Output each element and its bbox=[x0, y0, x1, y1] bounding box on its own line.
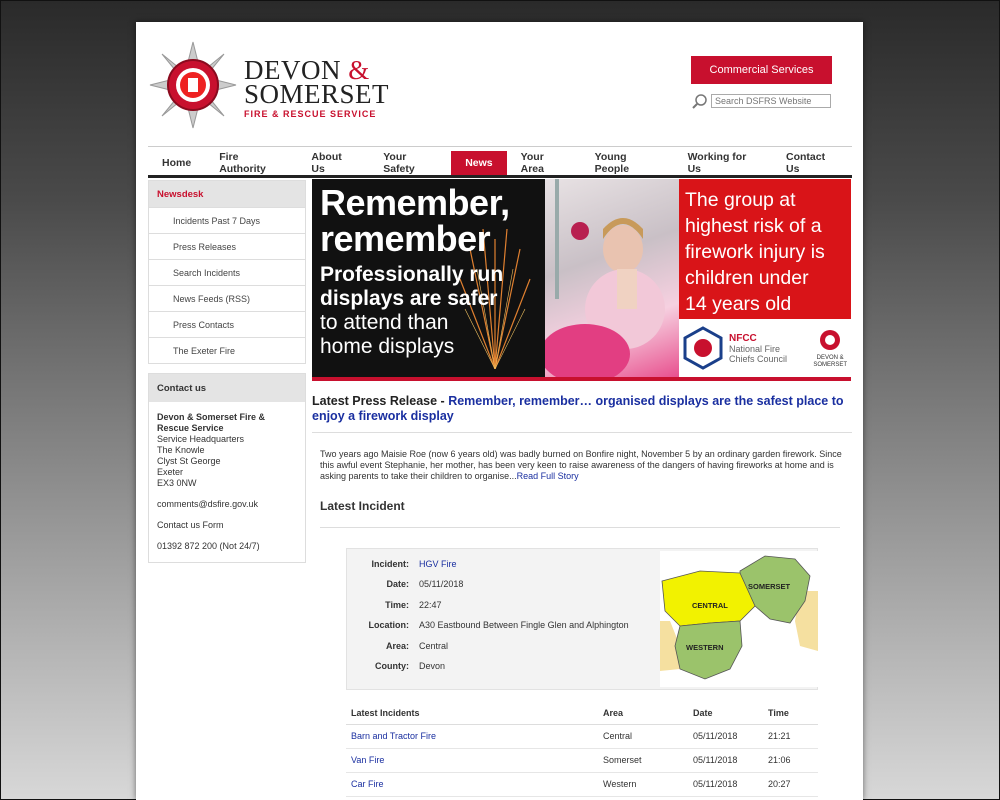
commercial-services-button[interactable]: Commercial Services bbox=[691, 56, 832, 84]
divider bbox=[312, 432, 852, 433]
contact-address-line: Service Headquarters bbox=[157, 434, 245, 444]
banner-subline-4: home displays bbox=[320, 335, 455, 358]
incident-time: 21:06 bbox=[768, 748, 818, 772]
contact-address-line: Exeter bbox=[157, 467, 184, 477]
nav-working-for-us[interactable]: Working for Us bbox=[687, 151, 747, 175]
nav-contact-us[interactable]: Contact Us bbox=[786, 151, 826, 175]
newsdesk-panel bbox=[148, 180, 306, 364]
sidebar-item-news-feeds[interactable]: News Feeds (RSS) bbox=[149, 285, 305, 311]
nav-home[interactable]: Home bbox=[162, 157, 192, 169]
injured-child-photo bbox=[545, 179, 679, 377]
contact-address-line: The Knowle bbox=[157, 445, 205, 455]
dsfrs-crest-icon[interactable] bbox=[148, 40, 238, 130]
search-icon[interactable] bbox=[691, 92, 709, 110]
press-release-title-link[interactable]: Remember, remember… organised displays are the safest place to enjoy a firework display bbox=[312, 394, 844, 423]
table-row bbox=[346, 724, 818, 748]
main-nav bbox=[148, 146, 852, 178]
banner-statistic: The group at highest risk of a firework injury is children under 14 years old bbox=[679, 179, 851, 319]
banner-right-panel bbox=[679, 179, 851, 377]
contact-address-line: Clyst St George bbox=[157, 456, 221, 466]
col-header-incident: Latest Incidents bbox=[346, 702, 603, 724]
col-header-time: Time bbox=[768, 702, 818, 724]
table-row bbox=[346, 772, 818, 796]
incident-date: 05/11/2018 bbox=[693, 748, 768, 772]
incident-county-row: County: Devon bbox=[375, 661, 446, 671]
incident-date-row: Date: 05/11/2018 bbox=[386, 579, 464, 589]
incident-link[interactable]: Car Fire bbox=[346, 772, 603, 796]
firework-safety-banner[interactable] bbox=[312, 179, 851, 381]
contact-address-line: EX3 0NW bbox=[157, 478, 197, 488]
nav-young-people[interactable]: Young People bbox=[594, 151, 630, 175]
incident-area: Central bbox=[603, 724, 693, 748]
contact-org: Devon & Somerset Fire & Rescue Service bbox=[157, 412, 266, 433]
area-map[interactable] bbox=[660, 551, 818, 687]
dsfrs-small-logo: DEVON & SOMERSET bbox=[813, 328, 847, 369]
sidebar-item-search-incidents[interactable]: Search Incidents bbox=[149, 259, 305, 285]
hospital-photo-icon bbox=[545, 179, 679, 377]
sidebar-item-press-releases[interactable]: Press Releases bbox=[149, 233, 305, 259]
contact-details bbox=[149, 402, 305, 562]
incident-location-row: Location: A30 Eastbound Between Fingle Glen and Alphington bbox=[368, 620, 629, 630]
sidebar-item-exeter-fire[interactable]: The Exeter Fire bbox=[149, 337, 305, 363]
table-row bbox=[346, 748, 818, 772]
web-page bbox=[136, 22, 863, 800]
divider bbox=[320, 527, 840, 528]
banner-headline-1: Remember, bbox=[320, 182, 510, 223]
banner-headline-2: remember bbox=[320, 218, 491, 259]
banner-subline-3: to attend than bbox=[320, 311, 449, 334]
latest-incident-panel bbox=[346, 548, 818, 690]
nfcc-logo: NFCC National Fire Chiefs Council bbox=[729, 332, 788, 364]
incident-area: Western bbox=[603, 772, 693, 796]
nfcc-crest-icon bbox=[683, 326, 723, 370]
brand-wordmark: DEVON & SOMERSET FIRE & RESCUE SERVICE bbox=[244, 55, 390, 119]
nav-your-safety[interactable]: Your Safety bbox=[383, 151, 415, 175]
contact-email-link[interactable]: comments@dsfire.gov.uk bbox=[157, 499, 259, 509]
banner-subline-1: Professionally run bbox=[320, 263, 504, 286]
incident-time: 21:21 bbox=[768, 724, 818, 748]
dsfrs-small-crest-icon bbox=[818, 328, 842, 352]
sidebar-item-press-contacts[interactable]: Press Contacts bbox=[149, 311, 305, 337]
banner-logos bbox=[679, 319, 851, 377]
incident-area: Somerset bbox=[603, 748, 693, 772]
col-header-date: Date bbox=[693, 702, 768, 724]
nav-about-us[interactable]: About Us bbox=[311, 151, 342, 175]
latest-incident-heading: Latest Incident bbox=[320, 499, 405, 513]
read-full-story-link[interactable]: Read Full Story bbox=[516, 471, 579, 481]
incident-date: 05/11/2018 bbox=[693, 772, 768, 796]
nav-your-area[interactable]: Your Area bbox=[520, 151, 544, 175]
map-label-somerset: SOMERSET bbox=[748, 582, 791, 591]
incident-type-link[interactable]: HGV Fire bbox=[419, 559, 457, 569]
contact-title: Contact us bbox=[149, 374, 305, 402]
incident-time-row: Time: 22:47 bbox=[385, 600, 442, 610]
banner-left-panel bbox=[312, 179, 545, 377]
incident-date: 05/11/2018 bbox=[693, 724, 768, 748]
press-release-summary: Two years ago Maisie Roe (now 6 years old) was badly burned on Bonfire night, November 5 by an ordinary garden firework. Since this awful event Stephanie, her mother, has been very keen to raise awareness of the dangers of having fireworks at home and is asking parents to take their children to organise...Read Full Story bbox=[320, 449, 842, 481]
incident-type-row: Incident: HGV Fire bbox=[371, 559, 457, 569]
latest-press-release-heading: Latest Press Release - Remember, remember… organised displays are the safest place to enjoy a firework display bbox=[312, 394, 844, 423]
sidebar-item-incidents-past-7-days[interactable]: Incidents Past 7 Days bbox=[149, 207, 305, 233]
map-label-central: CENTRAL bbox=[692, 601, 728, 610]
incident-link[interactable]: Barn and Tractor Fire bbox=[346, 724, 603, 748]
latest-incidents-table bbox=[346, 702, 818, 797]
contact-form-link[interactable]: Contact us Form bbox=[157, 520, 224, 530]
col-header-area: Area bbox=[603, 702, 693, 724]
contact-panel bbox=[148, 373, 306, 563]
nav-fire-authority[interactable]: Fire Authority bbox=[219, 151, 266, 175]
site-search bbox=[691, 92, 831, 110]
incident-link[interactable]: Van Fire bbox=[346, 748, 603, 772]
newsdesk-title[interactable]: Newsdesk bbox=[149, 181, 305, 207]
incident-time: 20:27 bbox=[768, 772, 818, 796]
map-label-western: WESTERN bbox=[686, 643, 724, 652]
banner-subline-2: displays are safer bbox=[320, 287, 498, 310]
search-input[interactable] bbox=[711, 94, 831, 108]
table-header-row bbox=[346, 702, 818, 724]
contact-phone: 01392 872 200 (Not 24/7) bbox=[157, 541, 260, 551]
nav-news[interactable]: News bbox=[451, 151, 506, 175]
incident-area-row: Area: Central bbox=[385, 641, 449, 651]
